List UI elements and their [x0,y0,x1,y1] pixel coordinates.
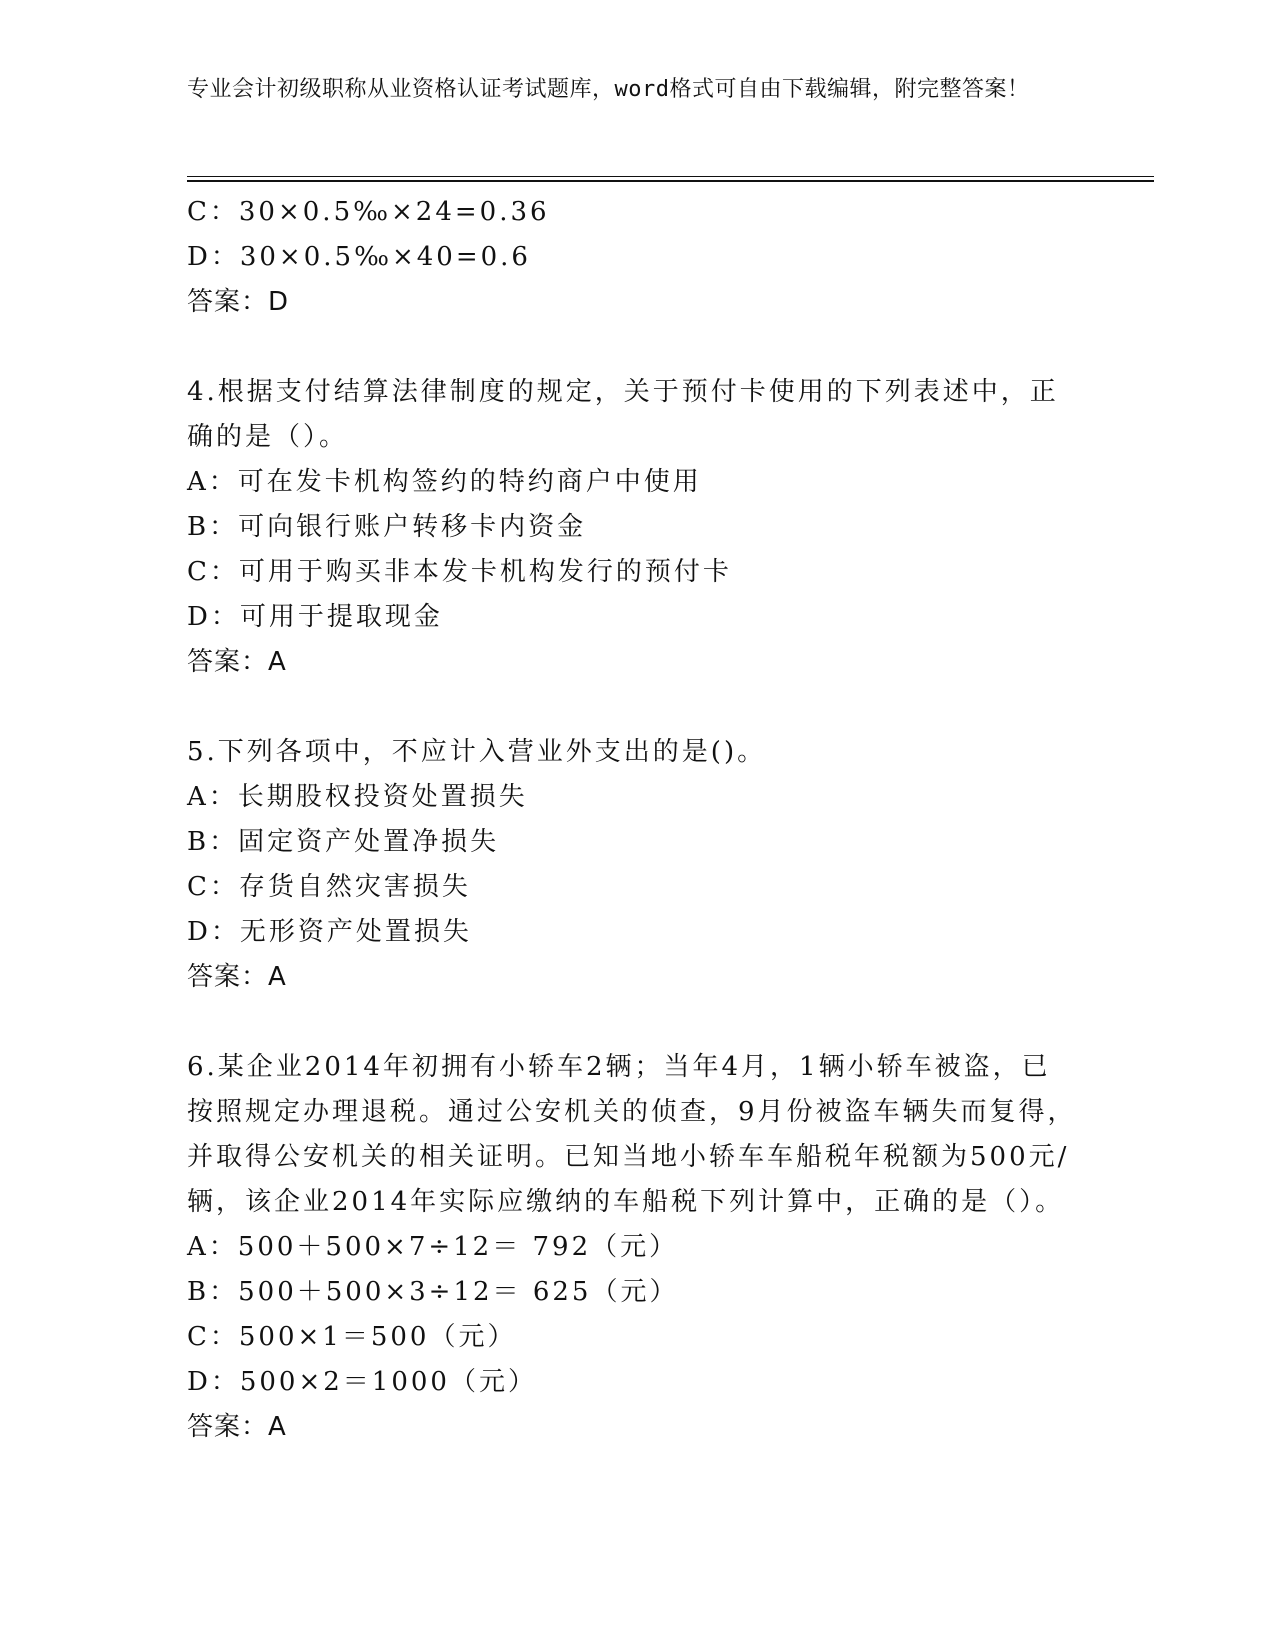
option-b: B：固定资产处置净损失 [187,827,500,857]
header-divider-thick [187,180,1154,182]
option-d: D：30×0.5‰×40=0.6 [187,242,531,272]
option-d: D：500×2＝1000（元） [187,1367,537,1397]
answer-line: 答案：A [187,1412,287,1442]
question-stem: 6.某企业2014年初拥有小轿车2辆；当年4月，1辆小轿车被盗，已 [187,1052,1051,1082]
option-a: A：500＋500×7÷12＝ 792（元） [187,1232,679,1262]
answer-line: 答案：A [187,647,287,677]
question-stem: 确的是（）。 [187,422,349,452]
option-a: A：长期股权投资处置损失 [187,782,528,812]
question-6 [187,1045,1087,1450]
page-header: 专业会计初级职称从业资格认证考试题库，word格式可自由下载编辑，附完整答案！ [187,77,1030,102]
option-c: C：30×0.5‰×24=0.36 [187,197,550,227]
question-stem: 按照规定办理退税。通过公安机关的侦查，9月份被盗车辆失而复得， [187,1097,1077,1127]
question-4 [187,370,1087,685]
question-content [187,190,1087,1450]
option-c: C：存货自然灾害损失 [187,872,471,902]
header-divider-thin [187,176,1154,177]
option-c: C：500×1＝500（元） [187,1322,517,1352]
question-stem: 辆，该企业2014年实际应缴纳的车船税下列计算中，正确的是（）。 [187,1187,1065,1217]
option-c: C：可用于购买非本发卡机构发行的预付卡 [187,557,732,587]
question-5 [187,730,1087,1000]
option-b: B：500＋500×3÷12＝ 625（元） [187,1277,679,1307]
question-stem: 5.下列各项中，不应计入营业外支出的是()。 [187,737,767,767]
option-d: D：无形资产处置损失 [187,917,472,947]
question-stem: 并取得公安机关的相关证明。已知当地小轿车车船税年税额为500元/ [187,1142,1070,1172]
option-b: B：可向银行账户转移卡内资金 [187,512,587,542]
answer-line: 答案：D [187,287,290,317]
answer-line: 答案：A [187,962,287,992]
option-d: D：可用于提取现金 [187,602,443,632]
option-a: A：可在发卡机构签约的特约商户中使用 [187,467,702,497]
prev-question-block [187,190,1087,325]
question-stem: 4.根据支付结算法律制度的规定，关于预付卡使用的下列表述中，正 [187,377,1059,407]
